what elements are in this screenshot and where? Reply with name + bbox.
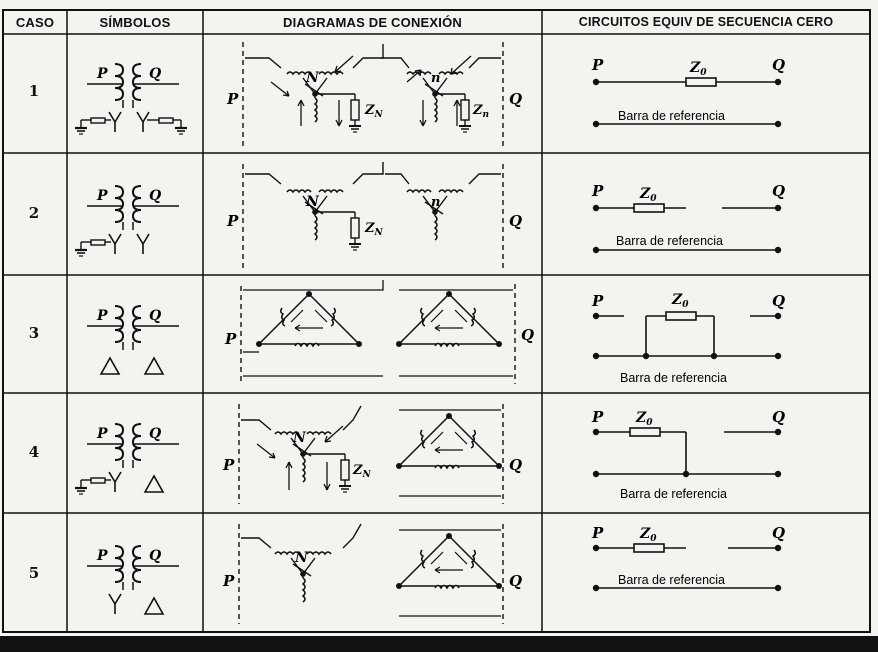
symbol-case-3 xyxy=(87,306,179,374)
symbol-Q-label: Q xyxy=(149,188,162,204)
symbol-P-label: P xyxy=(97,188,108,204)
header-circuitos: CIRCUITOS EQUIV DE SECUENCIA CERO xyxy=(578,15,834,29)
case-number-1: 1 xyxy=(28,82,40,100)
symbol-Q-label: Q xyxy=(149,548,162,564)
diagram-case-1 xyxy=(226,44,522,132)
bottom-bar xyxy=(0,636,878,652)
eq-Q-label: Q xyxy=(772,292,786,310)
eq-P-label: P xyxy=(592,292,604,310)
eq-Q-label: Q xyxy=(772,182,786,200)
neutral-N-label: N xyxy=(293,430,306,446)
eq-Z0-label: $Z_0$ xyxy=(636,410,653,428)
diagram-P-label: P xyxy=(223,572,235,590)
eq-P-label: P xyxy=(592,408,604,426)
connection-diagrams-column xyxy=(203,34,542,632)
diagram-case-5 xyxy=(222,524,522,616)
eq-Q-label: Q xyxy=(772,56,786,74)
diagram-case-2 xyxy=(226,162,522,250)
case-number-3: 3 xyxy=(28,324,40,342)
reference-bus-label-3: Barra de referencia xyxy=(620,371,728,385)
symbol-Q-label: Q xyxy=(149,308,162,324)
symbol-P-label: P xyxy=(97,426,108,442)
symbol-P-label: P xyxy=(97,308,108,324)
reference-bus-label-5: Barra de referencia xyxy=(618,573,726,587)
symbol-case-2 xyxy=(75,186,179,256)
case-number-5: 5 xyxy=(28,564,40,582)
eq-Z0-label: $Z_0$ xyxy=(640,526,657,544)
symbol-Q-label: Q xyxy=(149,66,162,82)
symbols-column xyxy=(67,34,203,632)
reference-bus-label-4: Barra de referencia xyxy=(620,487,728,501)
header-simbolos: SÍMBOLOS xyxy=(99,14,171,30)
Zn-label: $Z_n$ xyxy=(473,103,490,120)
case-number-4: 4 xyxy=(28,443,40,461)
reference-bus-label-1: Barra de referencia xyxy=(618,109,726,123)
ZN-label: $Z_N$ xyxy=(365,221,383,238)
diagram-case-3 xyxy=(224,280,534,376)
neutral-N-label: N xyxy=(306,70,319,86)
symbol-P-label: P xyxy=(97,66,108,82)
diagram-P-label: P xyxy=(223,456,235,474)
diagram-P-label: P xyxy=(227,212,239,230)
eq-P-label: P xyxy=(592,182,604,200)
header-diagramas: DIAGRAMAS DE CONEXIÓN xyxy=(283,14,462,30)
diagram-P-label: P xyxy=(227,90,239,108)
ZN-label: $Z_N$ xyxy=(365,103,383,120)
eq-Z0-label: $Z_0$ xyxy=(640,186,657,204)
neutral-n-label: n xyxy=(431,195,441,210)
eq-Z0-label: $Z_0$ xyxy=(690,60,707,78)
symbol-case-1 xyxy=(75,64,187,134)
diagram-Q-label: Q xyxy=(509,456,523,474)
diagram-Q-label: Q xyxy=(509,572,523,590)
reference-bus-label-2: Barra de referencia xyxy=(616,234,724,248)
neutral-n-label: n xyxy=(431,71,441,86)
diagram-P-label: P xyxy=(225,330,237,348)
symbol-case-5 xyxy=(87,546,179,614)
symbol-case-4 xyxy=(75,424,179,494)
eq-Q-label: Q xyxy=(772,524,786,542)
diagram-Q-label: Q xyxy=(521,326,535,344)
eq-Q-label: Q xyxy=(772,408,786,426)
eq-Z0-label: $Z_0$ xyxy=(672,292,689,310)
ZN-label: $Z_N$ xyxy=(353,463,371,480)
diagram-Q-label: Q xyxy=(509,90,523,108)
neutral-N-label: N xyxy=(306,194,319,210)
case-number-2: 2 xyxy=(28,204,40,222)
header-caso: CASO xyxy=(15,14,55,30)
neutral-N-label: N xyxy=(295,550,308,566)
equivalent-circuits-column xyxy=(542,34,870,632)
symbol-Q-label: Q xyxy=(149,426,162,442)
eq-P-label: P xyxy=(592,524,604,542)
symbol-P-label: P xyxy=(97,548,108,564)
diagram-case-4 xyxy=(222,406,522,496)
eq-P-label: P xyxy=(592,56,604,74)
diagram-Q-label: Q xyxy=(509,212,523,230)
